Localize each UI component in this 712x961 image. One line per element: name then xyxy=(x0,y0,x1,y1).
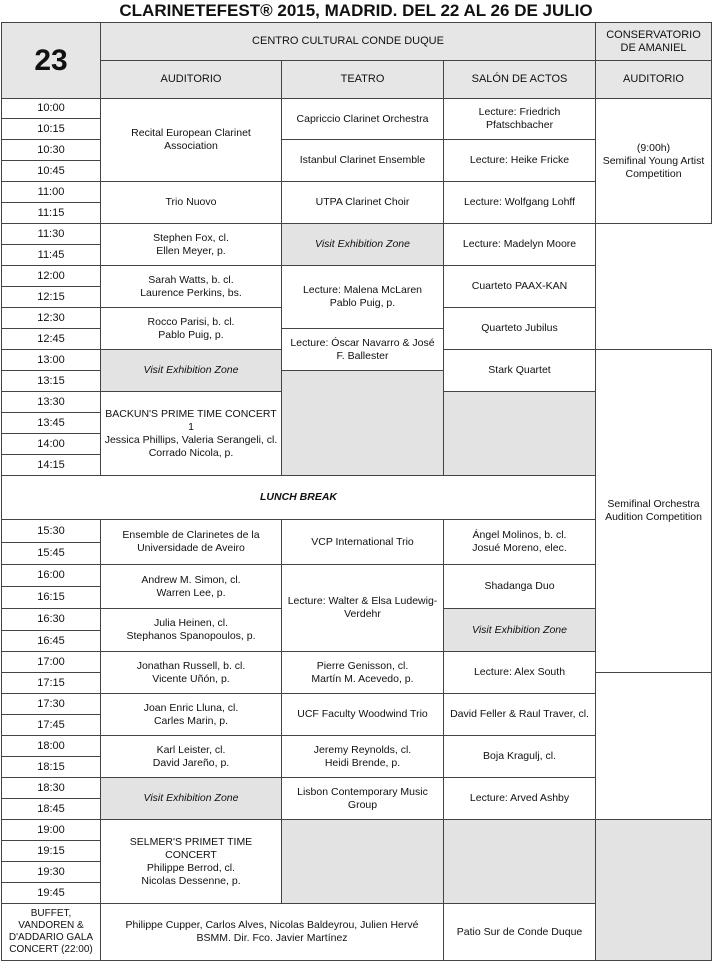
event-line: Heidi Brende, p. xyxy=(324,756,401,769)
event-visit-exhibition-teatro: Visit Exhibition Zone xyxy=(282,224,444,266)
time-slot: 13:15 xyxy=(2,371,101,392)
time-slot: 12:45 xyxy=(2,329,101,350)
time-slot: 19:00 xyxy=(2,820,101,841)
event-line: Laurence Perkins, bs. xyxy=(140,286,242,299)
event-line: Corrado Nicola, p. xyxy=(148,446,234,459)
event-line: BACKUN'S PRIME TIME CONCERT 1 xyxy=(105,407,277,433)
time-slot: 19:30 xyxy=(2,862,101,883)
time-slot: 18:45 xyxy=(2,799,101,820)
room-teatro: TEATRO xyxy=(282,61,444,99)
time-slot: 11:30 xyxy=(2,224,101,245)
event-semifinal-orchestra: Semifinal Orchestra Audition Competition xyxy=(596,350,712,673)
event-utpa-clarinet-choir: UTPA Clarinet Choir xyxy=(282,182,444,224)
event-line: Philippe Cupper, Carlos Alves, Nicolas Baldeyrou, Julien Hervé xyxy=(125,919,419,931)
time-slot: 10:30 xyxy=(2,140,101,161)
time-slot: 13:45 xyxy=(2,413,101,434)
event-ensemble-aveiro: Ensemble de Clarinetes de la Universidade de Aveiro xyxy=(101,520,282,565)
event-angel-molinos xyxy=(444,520,596,565)
event-semifinal-young-artist xyxy=(596,99,712,224)
time-slot: 11:00 xyxy=(2,182,101,203)
time-slot: 13:00 xyxy=(2,350,101,371)
event-pierre-genisson xyxy=(282,652,444,694)
event-line: Warren Lee, p. xyxy=(156,586,226,599)
time-slot: 10:15 xyxy=(2,119,101,140)
event-backun-prime-time xyxy=(101,392,282,476)
empty-slot xyxy=(282,371,444,476)
event-line: SELMER'S PRIMET TIME CONCERT xyxy=(129,835,253,861)
event-line: Vicente Uñón, p. xyxy=(152,672,230,685)
event-line: Philippe Berrod, cl. xyxy=(146,861,236,874)
event-patio-sur: Patio Sur de Conde Duque xyxy=(444,904,596,961)
time-slot: 17:15 xyxy=(2,673,101,694)
event-lecture-verdehr: Lecture: Walter & Elsa Ludewig-Verdehr xyxy=(282,565,444,652)
event-jonathan-russell xyxy=(101,652,282,694)
time-slot: 16:30 xyxy=(2,609,101,631)
time-slot: 11:45 xyxy=(2,245,101,266)
event-shadanga-duo: Shadanga Duo xyxy=(444,565,596,609)
event-stephen-fox xyxy=(101,224,282,266)
event-lecture-mclaren xyxy=(282,266,444,329)
time-slot: 15:45 xyxy=(2,543,101,565)
time-slot: 10:00 xyxy=(2,99,101,119)
event-line: Stephanos Spanopoulos, p. xyxy=(126,630,256,642)
lunch-break: LUNCH BREAK xyxy=(2,476,596,520)
event-stark-quartet: Stark Quartet xyxy=(444,350,596,392)
event-julia-heinen xyxy=(101,609,282,652)
time-slot: 12:15 xyxy=(2,287,101,308)
time-slot: 17:30 xyxy=(2,694,101,715)
empty-slot xyxy=(444,820,596,904)
event-lecture-lohff: Lecture: Wolfgang Lohff xyxy=(444,182,596,224)
event-lecture-pfatschbacher: Lecture: Friedrich Pfatschbacher xyxy=(444,99,596,140)
event-lecture-moore: Lecture: Madelyn Moore xyxy=(444,224,596,266)
time-slot: 10:45 xyxy=(2,161,101,182)
time-slot: 16:45 xyxy=(2,631,101,652)
venue-conde-duque: CENTRO CULTURAL CONDE DUQUE xyxy=(101,23,596,61)
event-jeremy-reynolds xyxy=(282,736,444,778)
time-slot: 17:00 xyxy=(2,652,101,673)
buffet-gala-label: BUFFET, VANDOREN & D'ADDARIO GALA CONCERT (22:00) xyxy=(2,904,101,961)
time-slot: 16:15 xyxy=(2,587,101,609)
event-joan-enric-lluna xyxy=(101,694,282,736)
event-line: Carles Marin, p. xyxy=(153,714,229,727)
event-lecture-fricke: Lecture: Heike Fricke xyxy=(444,140,596,182)
time-slot: 12:30 xyxy=(2,308,101,329)
time-slot: 18:30 xyxy=(2,778,101,799)
event-istanbul-clarinet-ensemble: Istanbul Clarinet Ensemble xyxy=(282,140,444,182)
event-rocco-parisi xyxy=(101,308,282,350)
event-andrew-simon xyxy=(101,565,282,609)
event-line: Jeremy Reynolds, cl. xyxy=(313,743,412,756)
room-auditorio: AUDITORIO xyxy=(101,61,282,99)
event-line: David Jareño, p. xyxy=(152,756,230,769)
event-line: Sarah Watts, b. cl. xyxy=(148,273,234,286)
event-sarah-watts xyxy=(101,266,282,308)
event-line: Josué Moreno, elec. xyxy=(472,542,567,554)
event-vcp-international-trio: VCP International Trio xyxy=(282,520,444,565)
event-capriccio-clarinet-orchestra: Capriccio Clarinet Orchestra xyxy=(282,99,444,140)
empty-slot xyxy=(444,392,596,476)
event-line: Julia Heinen, cl. xyxy=(153,617,229,629)
empty-slot xyxy=(596,820,712,961)
venue-amaniel: CONSERVATORIO DE AMANIEL xyxy=(596,23,712,61)
time-slot: 18:00 xyxy=(2,736,101,757)
event-visit-exhibition-auditorio: Visit Exhibition Zone xyxy=(101,350,282,392)
event-line: Jessica Phillips, Valeria Serangeli, cl. xyxy=(104,433,278,446)
event-recital-european-clarinet: Recital European Clarinet Association xyxy=(101,99,282,182)
time-slot: 12:00 xyxy=(2,266,101,287)
event-line: Pablo Puig, p. xyxy=(158,328,224,341)
event-line: Pierre Genisson, cl. xyxy=(316,659,409,672)
event-line: Joan Enric Lluna, cl. xyxy=(143,701,239,714)
event-line: Martín M. Acevedo, p. xyxy=(311,672,414,685)
event-line: Andrew M. Simon, cl. xyxy=(141,573,241,586)
event-line: Ellen Meyer, p. xyxy=(156,244,226,257)
event-line: BSMM. Dir. Fco. Javier Martínez xyxy=(196,932,348,944)
event-selmer-prime-time xyxy=(101,820,282,904)
event-trio-nuovo: Trio Nuovo xyxy=(101,182,282,224)
event-cuarteto-paax-kan: Cuarteto PAAX-KAN xyxy=(444,266,596,308)
event-lecture-ashby: Lecture: Arved Ashby xyxy=(444,778,596,820)
event-line: Pablo Puig, p. xyxy=(329,297,396,309)
time-slot: 13:30 xyxy=(2,392,101,413)
time-slot: 11:15 xyxy=(2,203,101,224)
room-salon-de-actos: SALÓN DE ACTOS xyxy=(444,61,596,99)
time-slot: 14:00 xyxy=(2,434,101,455)
event-gala-concert xyxy=(101,904,444,961)
time-slot: 16:00 xyxy=(2,565,101,587)
event-visit-exhibition-auditorio-2: Visit Exhibition Zone xyxy=(101,778,282,820)
event-visit-exhibition-salon: Visit Exhibition Zone xyxy=(444,609,596,652)
empty-slot xyxy=(282,820,444,904)
event-quarteto-jubilus: Quarteto Jubilus xyxy=(444,308,596,350)
time-slot: 17:45 xyxy=(2,715,101,736)
event-line: Nicolas Dessenne, p. xyxy=(141,874,241,887)
event-line: Jonathan Russell, b. cl. xyxy=(136,659,246,672)
event-line: Rocco Parisi, b. cl. xyxy=(147,315,235,328)
event-line: Lecture: Malena McLaren xyxy=(302,284,423,296)
event-ucf-woodwind-trio: UCF Faculty Woodwind Trio xyxy=(282,694,444,736)
time-slot: 19:15 xyxy=(2,841,101,862)
time-slot: 15:30 xyxy=(2,520,101,543)
room-amaniel-auditorio: AUDITORIO xyxy=(596,61,712,99)
day-number: 23 xyxy=(2,23,101,99)
event-boja-kragulj: Boja Kragulj, cl. xyxy=(444,736,596,778)
schedule-table xyxy=(1,22,712,961)
event-david-feller: David Feller & Raul Traver, cl. xyxy=(444,694,596,736)
event-line: Semifinal Young Artist Competition xyxy=(602,154,705,180)
event-lecture-navarro: Lecture: Óscar Navarro & José F. Ballester xyxy=(282,329,444,371)
event-lisbon-contemporary: Lisbon Contemporary Music Group xyxy=(282,778,444,820)
event-line: Ángel Molinos, b. cl. xyxy=(472,529,567,541)
time-slot: 19:45 xyxy=(2,883,101,904)
time-slot: 18:15 xyxy=(2,757,101,778)
page-title: CLARINETEFEST® 2015, MADRID. DEL 22 AL 26 DE JULIO xyxy=(119,1,593,20)
event-line: (9:00h) xyxy=(636,141,671,154)
event-karl-leister xyxy=(101,736,282,778)
event-lecture-south: Lecture: Alex South xyxy=(444,652,596,694)
event-line: Karl Leister, cl. xyxy=(156,743,226,756)
time-slot: 14:15 xyxy=(2,455,101,476)
event-line: Stephen Fox, cl. xyxy=(153,231,229,244)
